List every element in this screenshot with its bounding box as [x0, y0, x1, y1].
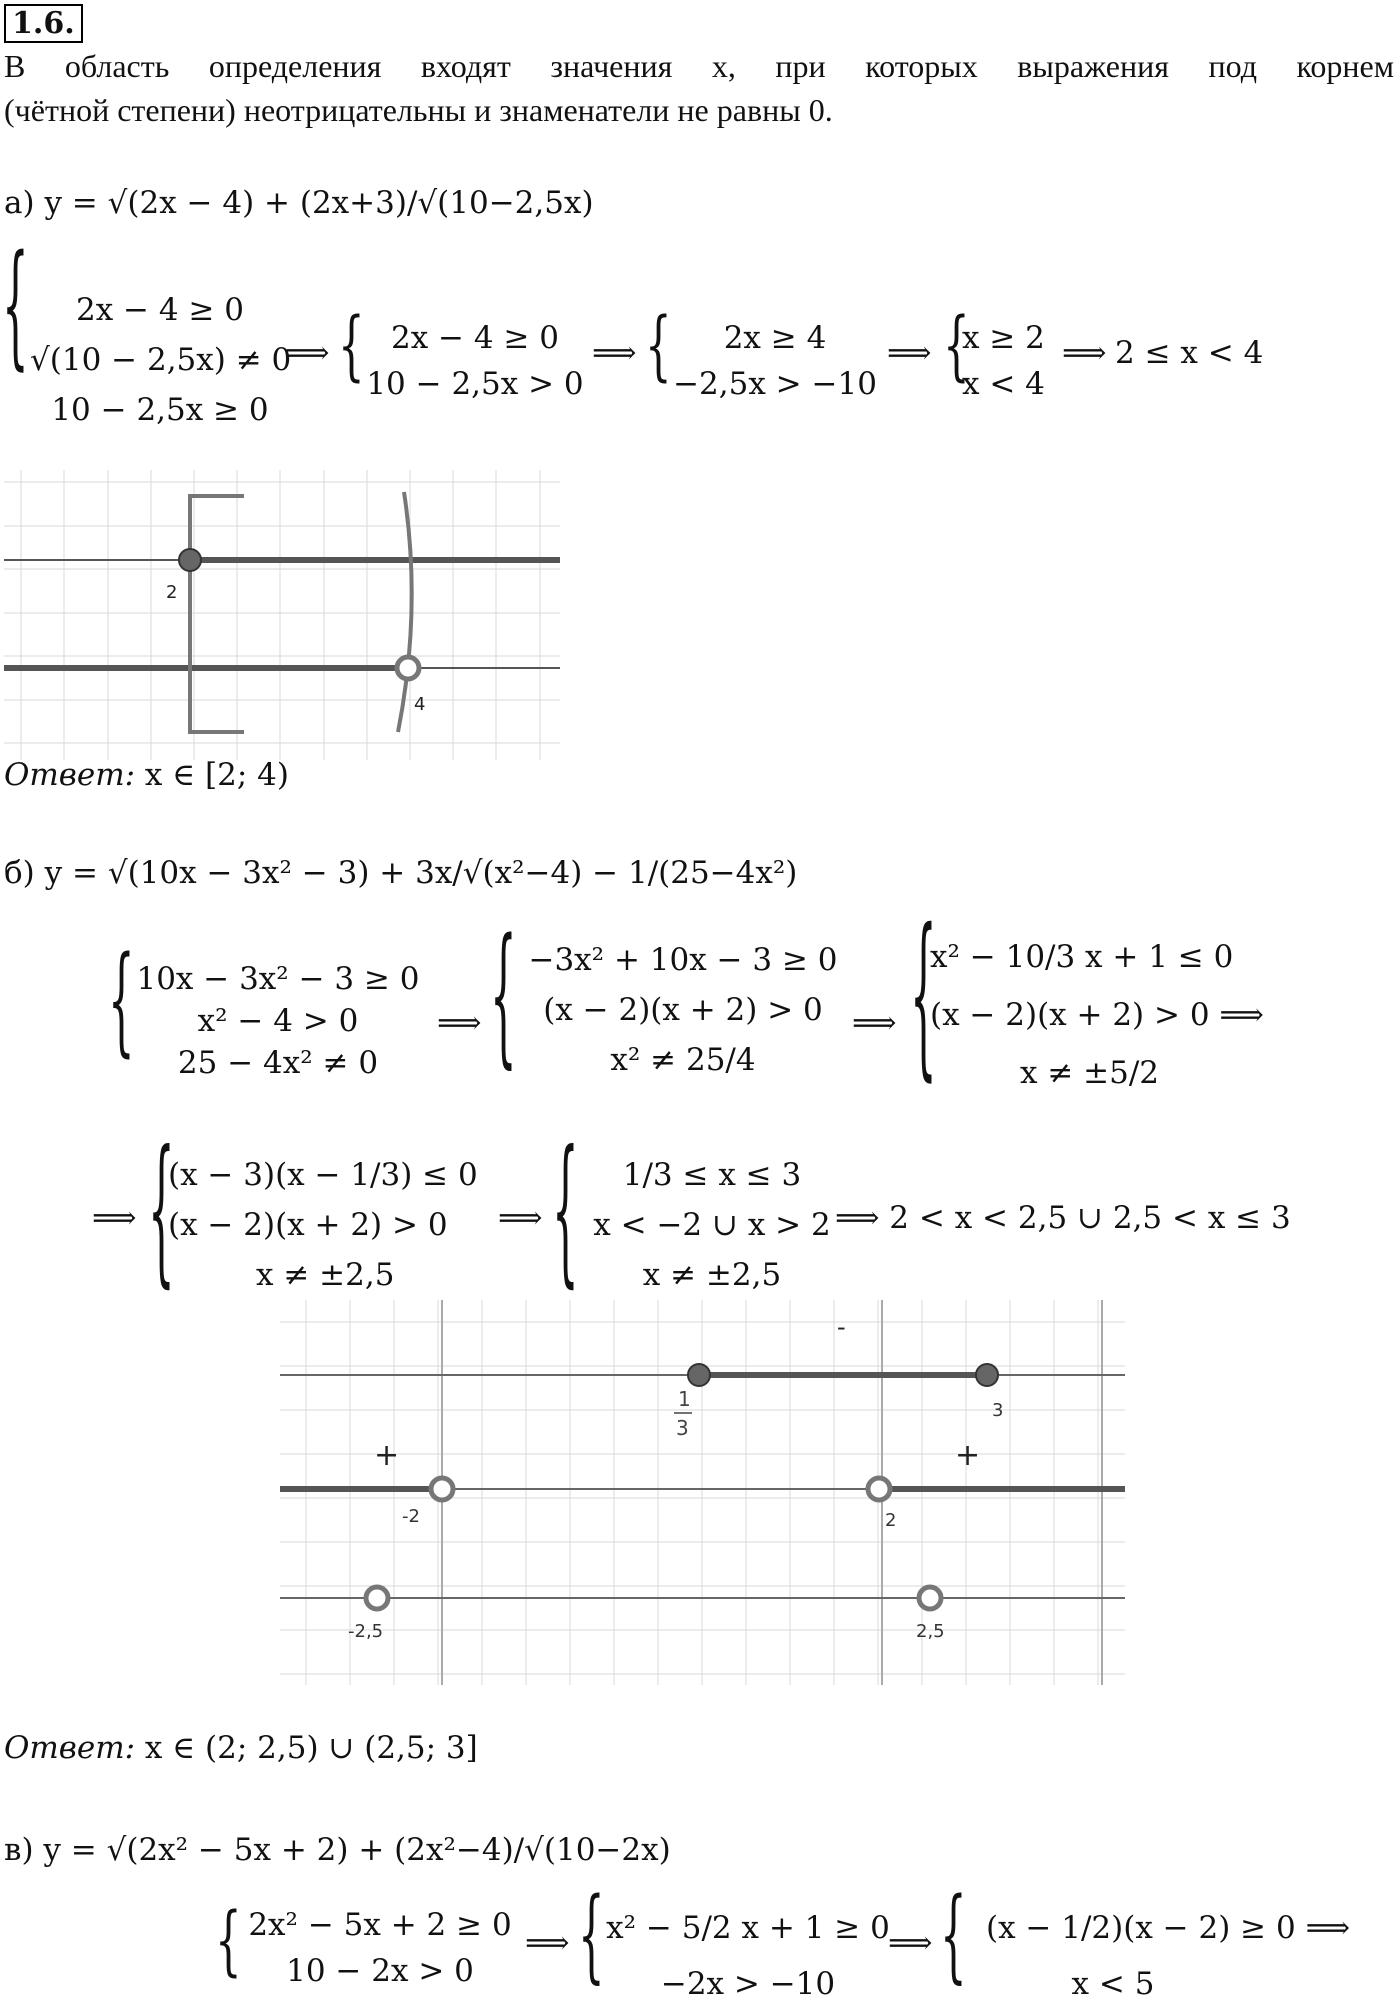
- part-b-function: [4, 855, 797, 891]
- a-sys3-row2: −2,5x > −10: [673, 366, 877, 402]
- open-point-2: [868, 1478, 890, 1500]
- v-sys2-row2: −2x > −10: [660, 1966, 836, 2002]
- v-sys3-row1: (x − 1/2)(x − 2) ≥ 0 ⟹: [985, 1910, 1351, 1946]
- label-3: 3: [992, 1400, 1004, 1421]
- sign-plus-left: +: [374, 1438, 400, 1473]
- b-sys3-row3: x ≠ ±5/2: [1020, 1055, 1160, 1091]
- open-point-neg2: [431, 1478, 453, 1500]
- a-sys3-row1: 2x ≥ 4: [723, 320, 827, 356]
- b-sys1-row1: 10x − 3x² − 3 ≥ 0: [136, 961, 420, 997]
- open-point-2-5: [919, 1587, 941, 1609]
- part-b-system-3: [930, 928, 1310, 1102]
- part-b-formula: y = √(10x − 3x² − 3) + 3x/√(x²−4) − 1/(25−4x²): [44, 855, 798, 891]
- brace-b3: {: [910, 891, 937, 1097]
- arrow-v1: ⟹: [525, 1925, 570, 1961]
- b-sys2-row2: (x − 2)(x + 2) > 0: [543, 992, 823, 1028]
- answer-label-a: Ответ:: [4, 757, 136, 793]
- b-sys4-row1: (x − 3)(x − 1/3) ≤ 0: [168, 1157, 478, 1193]
- brace-b5: {: [552, 1116, 579, 1303]
- arrow-b4: ⟹: [498, 1200, 543, 1236]
- part-a-system-3: [665, 315, 885, 407]
- arrow-a3: ⟹: [887, 335, 932, 371]
- b-sys5-row3: x ≠ ±2,5: [642, 1257, 782, 1293]
- answer-value-b: x ∈ (2; 2,5) ∪ (2,5; 3]: [144, 1730, 478, 1766]
- brace-a3: {: [645, 301, 672, 390]
- v-sys2-row1: x² − 5/2 x + 1 ≥ 0: [606, 1910, 890, 1946]
- brace-a4: {: [943, 301, 970, 390]
- b-sys1-row3: 25 − 4x² ≠ 0: [177, 1045, 379, 1081]
- label-one-third-den: 3: [676, 1416, 689, 1440]
- a-sys1-row2: √(10 − 2,5x) ≠ 0: [30, 342, 292, 378]
- a-sys4-row1: x ≥ 2: [962, 320, 1045, 356]
- part-a-system-1: [30, 285, 290, 435]
- answer-label-b: Ответ:: [4, 1730, 136, 1766]
- b-sys1-row2: x² − 4 > 0: [197, 1003, 359, 1039]
- label-2-5: 2,5: [916, 1621, 945, 1642]
- brace-v1: {: [215, 1896, 242, 1985]
- open-point-neg2-5: [366, 1587, 388, 1609]
- sign-minus: -: [837, 1313, 846, 1341]
- part-v-system-1: [235, 1902, 525, 1994]
- part-b-answer: [4, 1730, 478, 1766]
- label-2: 2: [166, 582, 178, 603]
- grid: [280, 1300, 1125, 1685]
- brace-v3: {: [940, 1876, 967, 1994]
- closed-point-2: [179, 549, 201, 571]
- part-a-answer: [4, 757, 289, 793]
- part-b-system-1: [128, 958, 428, 1084]
- arrow-a2: ⟹: [592, 335, 637, 371]
- v-sys1-row1: 2x² − 5x + 2 ≥ 0: [248, 1907, 512, 1943]
- part-a-system-4: [962, 315, 1045, 407]
- part-v-system-2: [598, 1900, 898, 2012]
- problem-number: 1.6.: [4, 4, 83, 43]
- intro-line-1: [4, 48, 1394, 85]
- closed-point-1-3: [688, 1364, 710, 1386]
- b-sys3-row1: x² − 10/3 x + 1 ≤ 0: [930, 939, 1234, 975]
- arrow-b2: ⟹: [852, 1005, 897, 1041]
- label-4: 4: [414, 694, 426, 715]
- part-b-result: ⟹ 2 < x < 2,5 ∪ 2,5 < x ≤ 3: [835, 1200, 1291, 1236]
- part-b-system-5: [572, 1150, 852, 1300]
- v-sys3-row2: x < 5: [1071, 1966, 1155, 2002]
- brace-v2: {: [578, 1876, 605, 1994]
- v-sys1-row2: 10 − 2x > 0: [286, 1953, 474, 1989]
- intro-line-2: (чётной степени) неотрицательны и знаменатели не равны 0.: [4, 92, 833, 128]
- label-2: 2: [885, 1510, 897, 1531]
- label-one-third-num: 1: [678, 1387, 691, 1411]
- part-a-formula: y = √(2x − 4) + (2x+3)/√(10−2,5x): [44, 185, 594, 221]
- part-b-system-2: [508, 935, 858, 1085]
- part-b-number-line-graph: [280, 1300, 1125, 1685]
- brace-b2: {: [490, 906, 517, 1083]
- intersection-bracket: [190, 496, 244, 732]
- b-sys2-row1: −3x² + 10x − 3 ≥ 0: [528, 942, 838, 978]
- part-v-formula: y = √(2x² − 5x + 2) + (2x²−4)/√(10−2x): [43, 1832, 671, 1868]
- a-sys2-row1: 2x − 4 ≥ 0: [390, 320, 560, 356]
- part-v-system-3: [958, 1900, 1378, 2012]
- brace-a2: {: [338, 301, 365, 390]
- label-neg2-5: -2,5: [348, 1621, 384, 1642]
- arrow-a4: ⟹: [1062, 335, 1107, 371]
- a-sys1-row3: 10 − 2,5x ≥ 0: [51, 392, 269, 428]
- label-neg2: -2: [402, 1506, 420, 1527]
- major-grid: [442, 1300, 1102, 1685]
- b-sys5-row1: 1/3 ≤ x ≤ 3: [622, 1157, 802, 1193]
- closed-point-3: [976, 1364, 998, 1386]
- open-point-4: [397, 657, 419, 679]
- a-sys2-row2: 10 − 2,5x > 0: [366, 366, 584, 402]
- b-sys4-row3: x ≠ ±2,5: [256, 1257, 395, 1293]
- arrow-b1: ⟹: [437, 1005, 482, 1041]
- part-v-label: в): [4, 1832, 34, 1868]
- part-a-label: а): [4, 185, 35, 221]
- part-a-system-2: [360, 315, 590, 407]
- b-sys4-row2: (x − 2)(x + 2) > 0: [168, 1207, 448, 1243]
- arrow-v2: ⟹: [888, 1925, 933, 1961]
- brace-b4: {: [148, 1116, 175, 1303]
- part-a-function: [4, 185, 594, 221]
- brace-a1: {: [2, 225, 29, 383]
- brace-b1: {: [108, 931, 135, 1069]
- part-a-number-line-graph: [4, 470, 560, 760]
- part-v-function: [4, 1832, 671, 1868]
- b-sys5-row2: x < −2 ∪ x > 2: [593, 1207, 831, 1243]
- a-sys4-row2: x < 4: [962, 366, 1045, 402]
- a-sys1-row1: 2x − 4 ≥ 0: [75, 292, 245, 328]
- arrow-b3: ⟹: [92, 1200, 137, 1236]
- sign-plus-right: +: [955, 1438, 981, 1473]
- b-sys2-row3: x² ≠ 25/4: [610, 1042, 756, 1078]
- grid: [4, 470, 560, 760]
- b-sys3-row2: (x − 2)(x + 2) > 0 ⟹: [930, 997, 1264, 1033]
- part-a-result: 2 ≤ x < 4: [1115, 335, 1264, 371]
- intro-text-1: В область определения входят значения x, при которых выражения под корнем: [4, 48, 1394, 84]
- answer-value-a: x ∈ [2; 4): [144, 757, 289, 793]
- part-b-label: б): [4, 855, 35, 891]
- arrow-a1: ⟹: [285, 335, 330, 371]
- part-b-system-4: [168, 1150, 498, 1300]
